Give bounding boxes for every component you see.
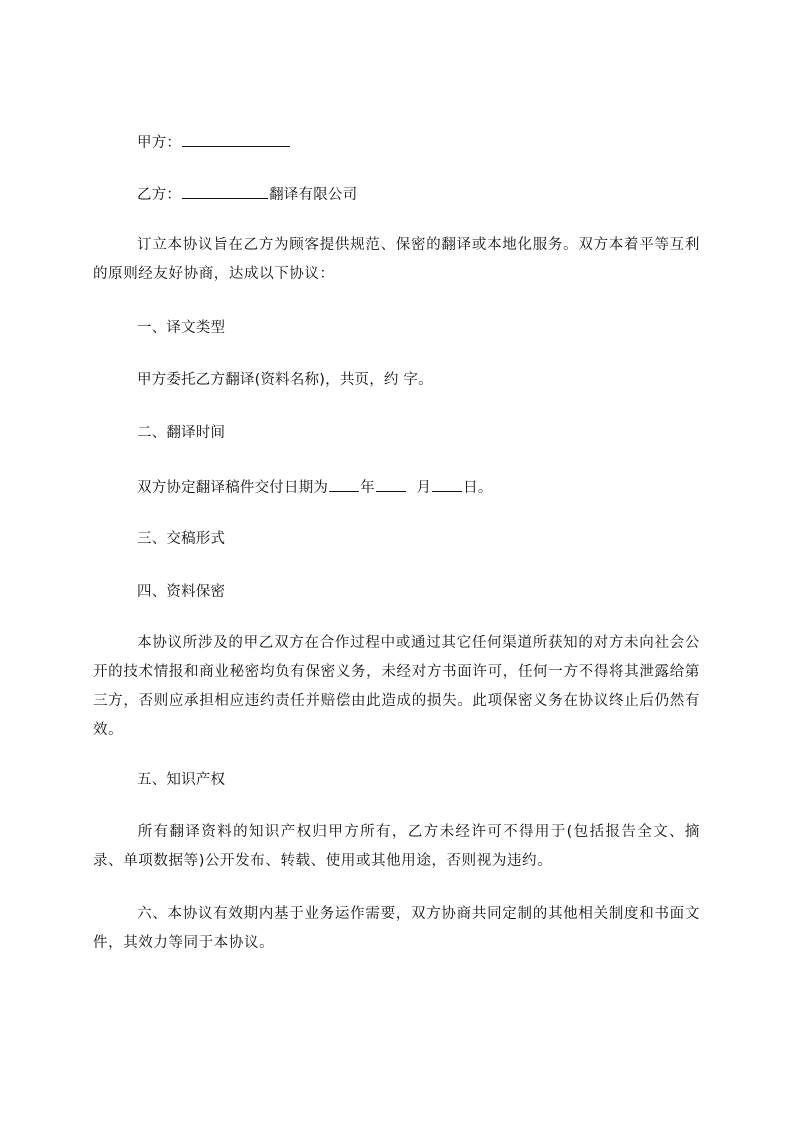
party-b-line — [137, 184, 357, 205]
month-blank[interactable] — [376, 477, 406, 492]
section5-paragraph — [93, 818, 700, 876]
year-blank[interactable] — [329, 477, 359, 492]
intro-paragraph — [93, 231, 700, 289]
section4-paragraph — [93, 629, 700, 745]
section5-text: 所有翻译资料的知识产权归甲方所有，乙方未经许可不得用于(包括报告全文、摘录、单项数据等)公开发布、转载、使用或其他用途，否则视为违约。 — [93, 824, 700, 869]
party-b-label: 乙方： — [137, 187, 182, 203]
section4-heading: 四、资料保密 — [137, 584, 226, 600]
month-label: 月 — [416, 480, 432, 496]
party-a-label: 甲方： — [137, 135, 182, 151]
section2-heading: 二、翻译时间 — [137, 425, 226, 441]
delivery-date-prefix: 双方协定翻译稿件交付日期为 — [137, 480, 329, 496]
section5-heading: 五、知识产权 — [137, 772, 226, 788]
intro-text: 订立本协议旨在乙方为顾客提供规范、保密的翻译或本地化服务。双方本着平等互利的原则经友好协商，达成以下协议： — [93, 237, 700, 282]
party-b-suffix: 翻译有限公司 — [269, 187, 358, 203]
section2-text — [137, 477, 493, 498]
party-b-blank[interactable] — [182, 184, 268, 199]
party-a-blank[interactable] — [182, 132, 290, 147]
section6-text: 六、本协议有效期内基于业务运作需要，双方协商共同定制的其他相关制度和书面文件，其效力等同于本协议。 — [93, 906, 700, 951]
day-label: 日。 — [463, 480, 493, 496]
section1-text: 甲方委托乙方翻译(资料名称)，共页，约 字。 — [137, 372, 433, 388]
section4-text: 本协议所涉及的甲乙双方在合作过程中或通过其它任何渠道所获知的对方未向社会公开的技术情报和商业秘密均负有保密义务，未经对方书面许可，任何一方不得将其泄露给第三方，否则应承担相应违约责任并赔偿由此造成的损失。此项保密义务在协议终止后仍然有效。 — [93, 635, 700, 738]
section6-paragraph — [93, 900, 700, 958]
party-a-line — [137, 132, 291, 153]
year-label: 年 — [360, 480, 375, 496]
day-blank[interactable] — [432, 477, 462, 492]
section1-heading: 一、译文类型 — [137, 320, 226, 336]
section3-heading: 三、交稿形式 — [137, 531, 226, 547]
